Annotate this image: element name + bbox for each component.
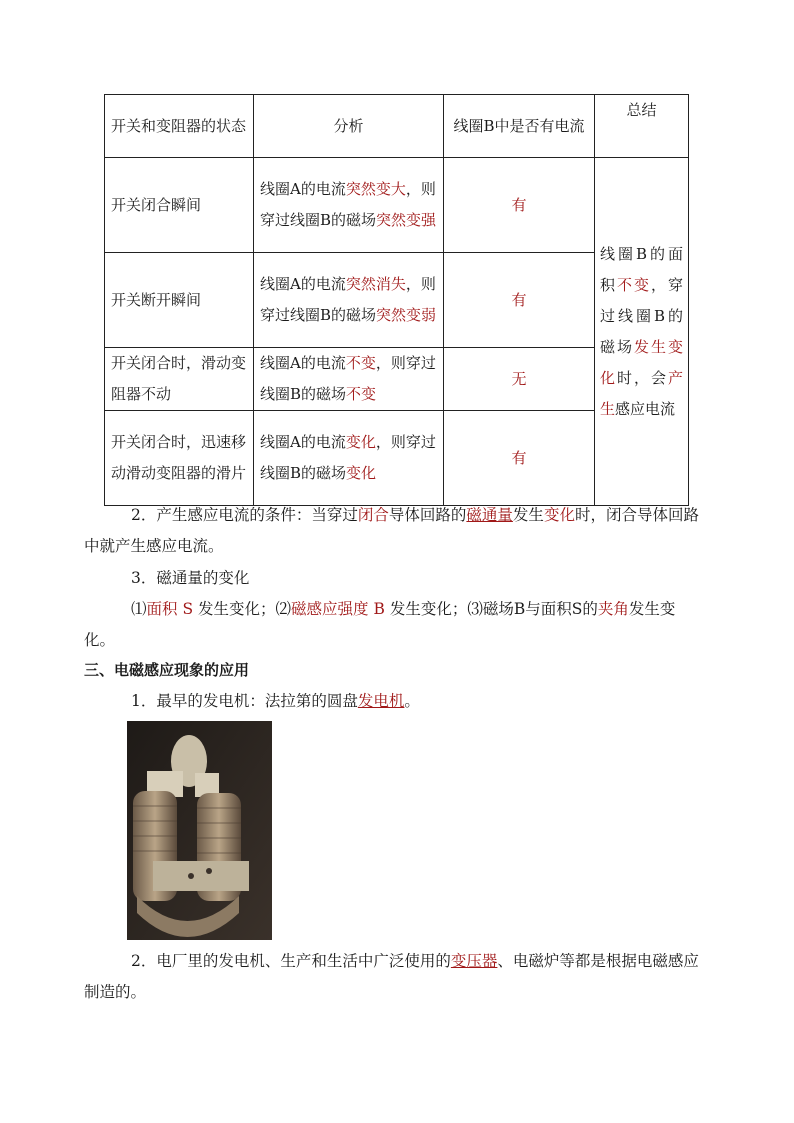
table-header-row xyxy=(105,95,689,158)
paragraph-earliest-generator: 1．最早的发电机：法拉第的圆盘发电机。 xyxy=(131,692,420,710)
row-state: 开关闭合瞬间 xyxy=(105,158,254,253)
row-state: 开关闭合时，滑动变阻器不动 xyxy=(105,348,254,411)
section-heading: 三、电磁感应现象的应用 xyxy=(84,661,250,679)
header-state: 开关和变阻器的状态 xyxy=(105,95,254,158)
row-current: 有 xyxy=(444,411,595,506)
experiment-table xyxy=(104,94,689,506)
row-state: 开关闭合时，迅速移动滑动变阻器的滑片 xyxy=(105,411,254,506)
row-current: 无 xyxy=(444,348,595,411)
header-current: 线圈B中是否有电流 xyxy=(444,95,595,158)
table-row xyxy=(105,158,689,253)
row-analysis: 线圈A的电流突然消失，则穿过线圈B的磁场突然变弱 xyxy=(254,253,444,348)
summary-cell: 线圈B的面积不变，穿过线圈B的磁场发生变化时，会产生感应电流 xyxy=(595,158,689,506)
row-state: 开关断开瞬间 xyxy=(105,253,254,348)
row-analysis: 线圈A的电流不变，则穿过线圈B的磁场不变 xyxy=(254,348,444,411)
paragraph-flux-change-title: 3．磁通量的变化 xyxy=(131,569,250,587)
row-analysis: 线圈A的电流变化，则穿过线圈B的磁场变化 xyxy=(254,411,444,506)
row-current: 有 xyxy=(444,158,595,253)
header-summary: 总结 xyxy=(595,95,689,158)
paragraph-applications: 2．电厂里的发电机、生产和生活中广泛使用的变压器、电磁炉等都是根据电磁感应制造的。 xyxy=(84,952,699,1001)
row-current: 有 xyxy=(444,253,595,348)
faraday-disk-generator-photo xyxy=(127,721,272,940)
generator-illustration xyxy=(127,721,272,940)
paragraph-flux-change: ⑴面积 S 发生变化；⑵磁感应强度 B 发生变化；⑶磁场B与面积S的夹角发生变化。 xyxy=(84,600,676,649)
header-analysis: 分析 xyxy=(254,95,444,158)
row-analysis: 线圈A的电流突然变大，则穿过线圈B的磁场突然变强 xyxy=(254,158,444,253)
paragraph-condition: 2．产生感应电流的条件：当穿过闭合导体回路的磁通量发生变化时，闭合导体回路中就产生感应电流。 xyxy=(84,506,699,555)
